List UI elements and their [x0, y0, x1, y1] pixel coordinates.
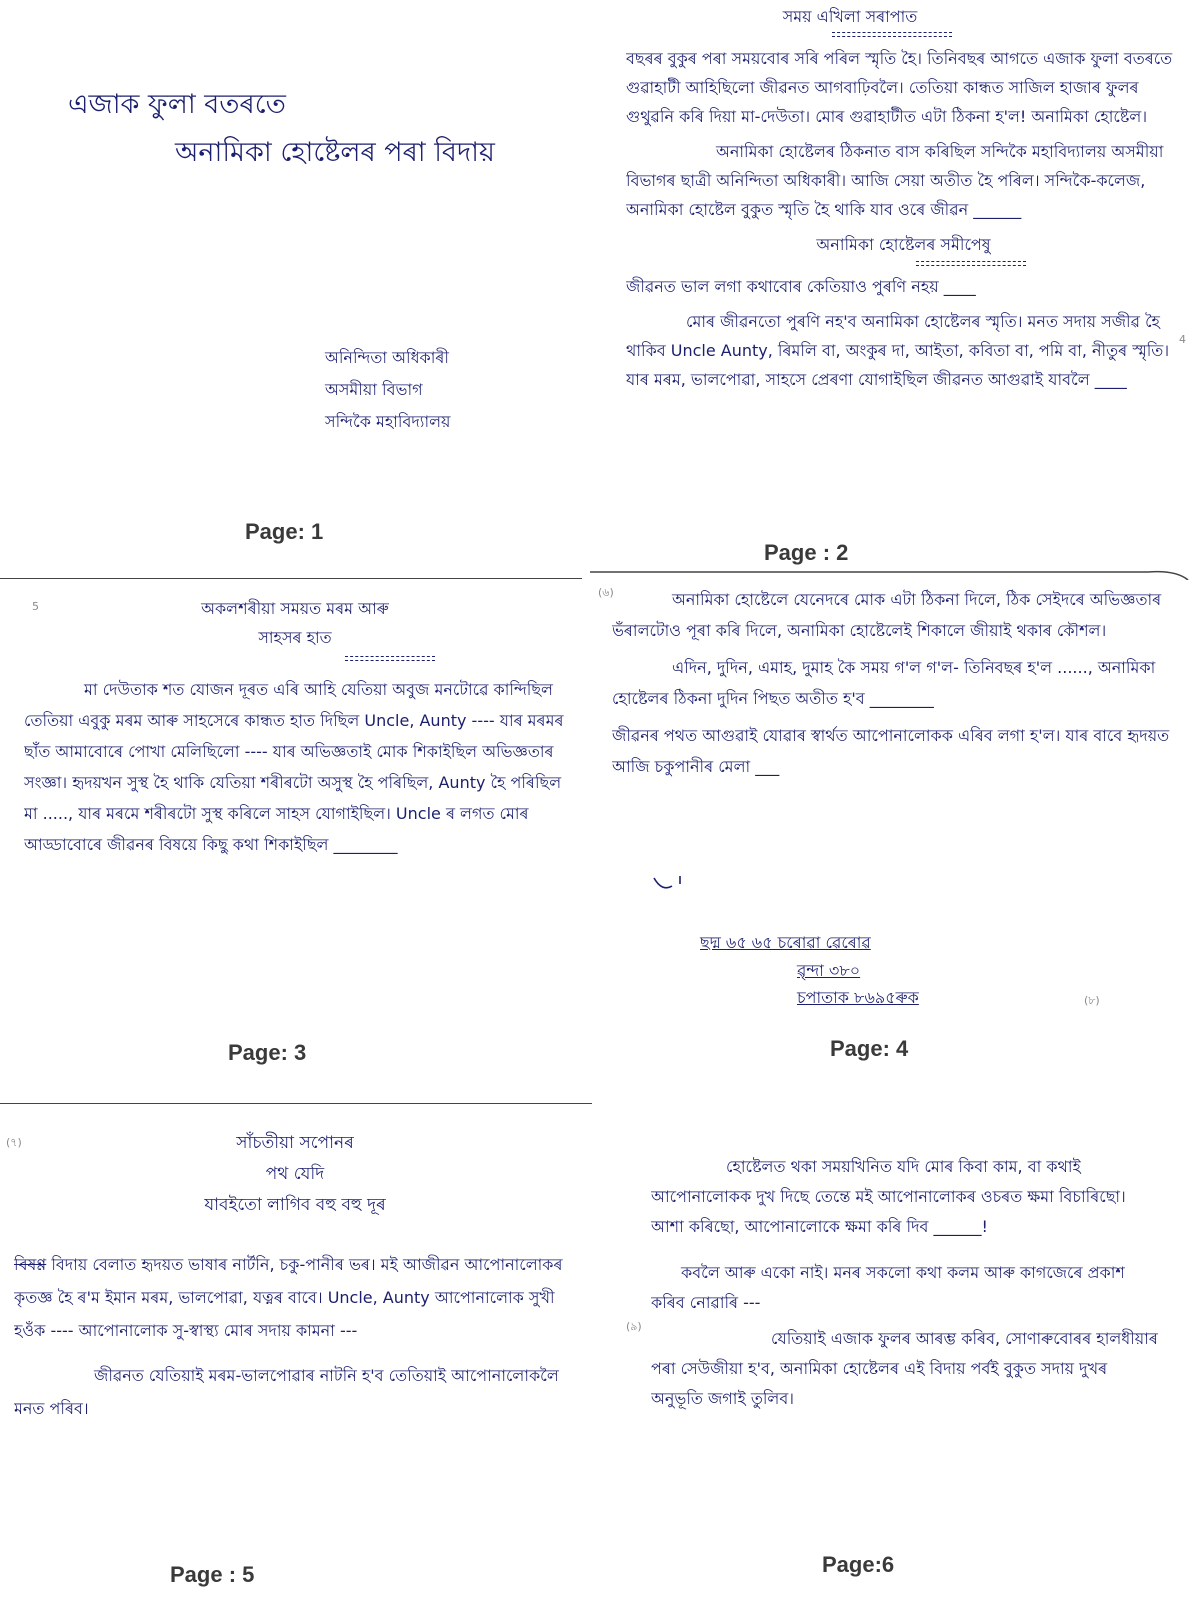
page6-body	[651, 1152, 1161, 1512]
page4-body	[612, 584, 1182, 874]
page4-margin-mark-bottom: (৮)	[1084, 994, 1100, 1007]
page2-paragraph-3: জীৱনত ভাল লগা কথাবোৰ কেতিয়াও পুৰণি নহয় ____	[626, 277, 976, 296]
page5-paragraph-2: জীৱনত যেতিয়াই মৰম-ভালপোৱাৰ নাটনি হ'ব তেতিয়াই আপোনালোকলৈ মনত পৰিব।	[14, 1366, 559, 1418]
page5-heading-line-1: সাঁচতীয়া সপোনৰ	[236, 1133, 354, 1153]
page5-paragraph-1	[14, 1248, 574, 1347]
page2-subheading: অনামিকা হোষ্টেলৰ সমীপেষু	[816, 235, 991, 254]
page6-paragraph-2: কবলৈ আৰু একো নাই। মনৰ সকলো কথা কলম আৰু কাগজেৰে প্ৰকাশ কৰিব নোৱাৰি ---	[651, 1263, 1125, 1312]
struck-word: বিষণ্ণ	[14, 1255, 47, 1274]
page5-label: Page : 5	[170, 1562, 255, 1587]
page6-paragraph-1: হোষ্টেলত থকা সময়খিনিত যদি মোৰ কিবা কাম, বা কথাই আপোনালোকক দুখ দিছে তেন্তে মই আপোনালোকৰ ওচৰত ক্ষমা বিচাৰিছো। আশা কৰিছো, আপোনালোকে ক্ষমা কৰি দিব ______!	[651, 1157, 1126, 1236]
page6-label: Page:6	[822, 1552, 895, 1577]
page4-paragraph-2: এদিন, দুদিন, এমাহ, দুমাহ কৈ সময় গ'ল গ'ল- তিনিবছৰ হ'ল ......, অনামিকা হোষ্টেলৰ ঠিকনা দুদিন পিছত অতীত হ'ব ________	[612, 658, 1156, 708]
page4-margin-mark-top: (৬)	[598, 586, 614, 599]
page-4	[592, 580, 1200, 1072]
separator-left-bottom	[0, 1103, 592, 1104]
author-name: অনিন্দিতা অধিকাৰী	[325, 348, 449, 367]
page2-body	[626, 44, 1181, 536]
page2-paragraph-2: অনামিকা হোষ্টেলৰ ঠিকনাত বাস কৰিছিল সন্দিকৈ মহাবিদ্যালয় অসমীয়া বিভাগৰ ছাত্ৰী অনিন্দিতা অধিকাৰী। আজি সেয়া অতীত হৈ পৰিল। সন্দিকৈ-কলেজ, অনামিকা হোষ্টেল বুকুত স্মৃতি হৈ থাকি যাব ওৰে জীৱন ______	[626, 142, 1164, 219]
page5-heading-line-2: পথ যেদি	[265, 1164, 325, 1184]
page4-label: Page: 4	[830, 1036, 909, 1061]
page3-heading-line-2: সাহসৰ হাত	[258, 628, 332, 647]
page1-label: Page: 1	[245, 519, 324, 544]
author-college: সন্দিকৈ মহাবিদ্যালয়	[325, 412, 451, 431]
page5-margin-mark: (৭)	[6, 1136, 22, 1149]
page-6	[596, 1106, 1200, 1600]
heading-underline	[345, 656, 435, 661]
page5-paragraph-1-text: বিদায় বেলাত হৃদয়ত ভাষাৰ নাৰ্টনি, চকু-পানীৰ ভৰ। মই আজীৱন আপোনালোকৰ কৃতজ্ঞ হৈ ৰ'ম ইমান মৰম, ভালপোৱা, যত্নৰ বাবে। Uncle, Aunty আপোনালোক সুখী হওঁক ---- আপোনালোক সু-স্বাস্থ্য মোৰ সদায় কামনা ---	[14, 1255, 563, 1340]
page2-paragraph-4: মোৰ জীৱনতো পুৰণি নহ'ব অনামিকা হোষ্টেলৰ স্মৃতি। মনত সদায় সজীৱ হৈ থাকিব Uncle Aunty, ৰিমলি বা, অংকুৰ দা, আইতা, কবিতা বা, পমি বা, নীতুৰ স্মৃতি। যাৰ মৰম, ভালপোৱা, সাহসে প্ৰেৰণা যোগাইছিল জীৱনত আগুৱাই যাবলৈ ____	[626, 312, 1170, 389]
page4-paragraph-3: জীৱনৰ পথত আগুৱাই যোৱাৰ স্বাৰ্থত আপোনালোকক এৰিব লগা হ'ল। যাৰ বাবে হৃদয়ত আজি চকুপানীৰ মেলা ___	[612, 726, 1170, 776]
page-3	[0, 582, 585, 1082]
page3-heading	[60, 594, 530, 652]
page6-margin-mark: (৯)	[626, 1320, 642, 1333]
page3-margin-mark: 5	[32, 600, 39, 613]
author-department: অসমীয়া বিভাগ	[325, 380, 423, 399]
page-2	[600, 0, 1200, 568]
page-5	[0, 1106, 592, 1600]
page2-margin-mark: 4	[1179, 333, 1186, 346]
page4-signature-line-1: ছদ্ম ৬৫ ৬৫ চৰোৱা ৱেৰোৱ	[700, 933, 871, 952]
page2-label: Page : 2	[764, 540, 849, 565]
check-mark-scribble	[650, 872, 690, 896]
page2-heading: সময় এখিলা সৰাপাত	[782, 7, 918, 26]
page-1	[0, 0, 590, 572]
page3-label: Page: 3	[228, 1040, 307, 1065]
page4-signature-line-2: ৱৃন্দা ৩৮০	[797, 961, 861, 980]
page3-body	[24, 674, 564, 1014]
page1-author-block	[325, 342, 450, 438]
page5-heading-line-3: যাবইতো লাগিব বহু বহু দূৰ	[204, 1195, 386, 1215]
page6-paragraph-3: যেতিয়াই এজাক ফুলৰ আৰম্ভ কৰিব, সোণাৰুবোৰৰ হালধীয়াৰ পৰা সেউজীয়া হ'ব, অনামিকা হোষ্টেলৰ এই বিদায় পৰ্বই বুকুত সদায় দুখৰ অনুভূতি জগাই তুলিব।	[651, 1329, 1158, 1408]
page5-body	[14, 1248, 574, 1553]
page4-signature-line-3: চপাতাক ৮৬৯৫ৰুক	[797, 988, 919, 1007]
page1-title-line-2: অনামিকা হোষ্টেলৰ পৰা বিদায়	[175, 137, 495, 168]
separator-left-top	[0, 578, 582, 579]
heading-underline	[832, 32, 952, 37]
page3-paragraph: মা দেউতাক শত যোজন দূৰত এৰি আহি যেতিয়া অবুজ মনটোৱে কান্দিছিল তেতিয়া এবুকু মৰম আৰু সাহসেৰে কান্ধত হাত দিছিল Uncle, Aunty ---- যাৰ মৰমৰ ছাঁত আমাবোৰে পোখা মেলিছিলো ---- যাৰ অভিজ্ঞতাই মোক শিকাইছিল অভিজ্ঞতাৰ সংজ্ঞা। হৃদয়খন সুস্থ হৈ থাকি যেতিয়া শৰীৰটো অসুস্থ হৈ পৰিছিল, Aunty হৈ পৰিছিল মা ....., যাৰ মৰমে শৰীৰটো সুস্থ কৰিলে সাহস যোগাইছিল। Uncle ৰ লগত মোৰ আড্ডাবোৰে জীৱনৰ বিষয়ে কিছু কথা শিকাইছিল ________	[24, 680, 564, 854]
page1-title-line-1: এজাক ফুলা বতৰতে	[68, 89, 286, 120]
page3-heading-line-1: অকলশৰীয়া সময়ত মৰম আৰু	[201, 599, 389, 618]
subheading-underline	[916, 261, 1026, 266]
page2-paragraph-1: বছৰৰ বুকুৰ পৰা সময়বোৰ সৰি পৰিল স্মৃতি হৈ। তিনিবছৰ আগতে এজাক ফুলা বতৰতে গুৱাহাটী আহিছিলো জীৱনত আগবাঢ়িবলৈ। তেতিয়া কান্ধত সাজিল হাজাৰ ফুলৰ গুথুৱনি কৰি দিয়া মা-দেউতা। মোৰ গুৱাহাটীত এটা ঠিকনা হ'ল! অনামিকা হোষ্টেল।	[626, 49, 1173, 126]
page4-paragraph-1: অনামিকা হোষ্টেলে যেনেদৰে মোক এটা ঠিকনা দিলে, ঠিক সেইদৰে অভিজ্ঞতাৰ ভঁৰালটোও পূৰা কৰি দিলে, অনামিকা হোষ্টেলেই শিকালে জীয়াই থকাৰ কৌশল।	[612, 590, 1162, 640]
page5-heading	[60, 1128, 530, 1221]
